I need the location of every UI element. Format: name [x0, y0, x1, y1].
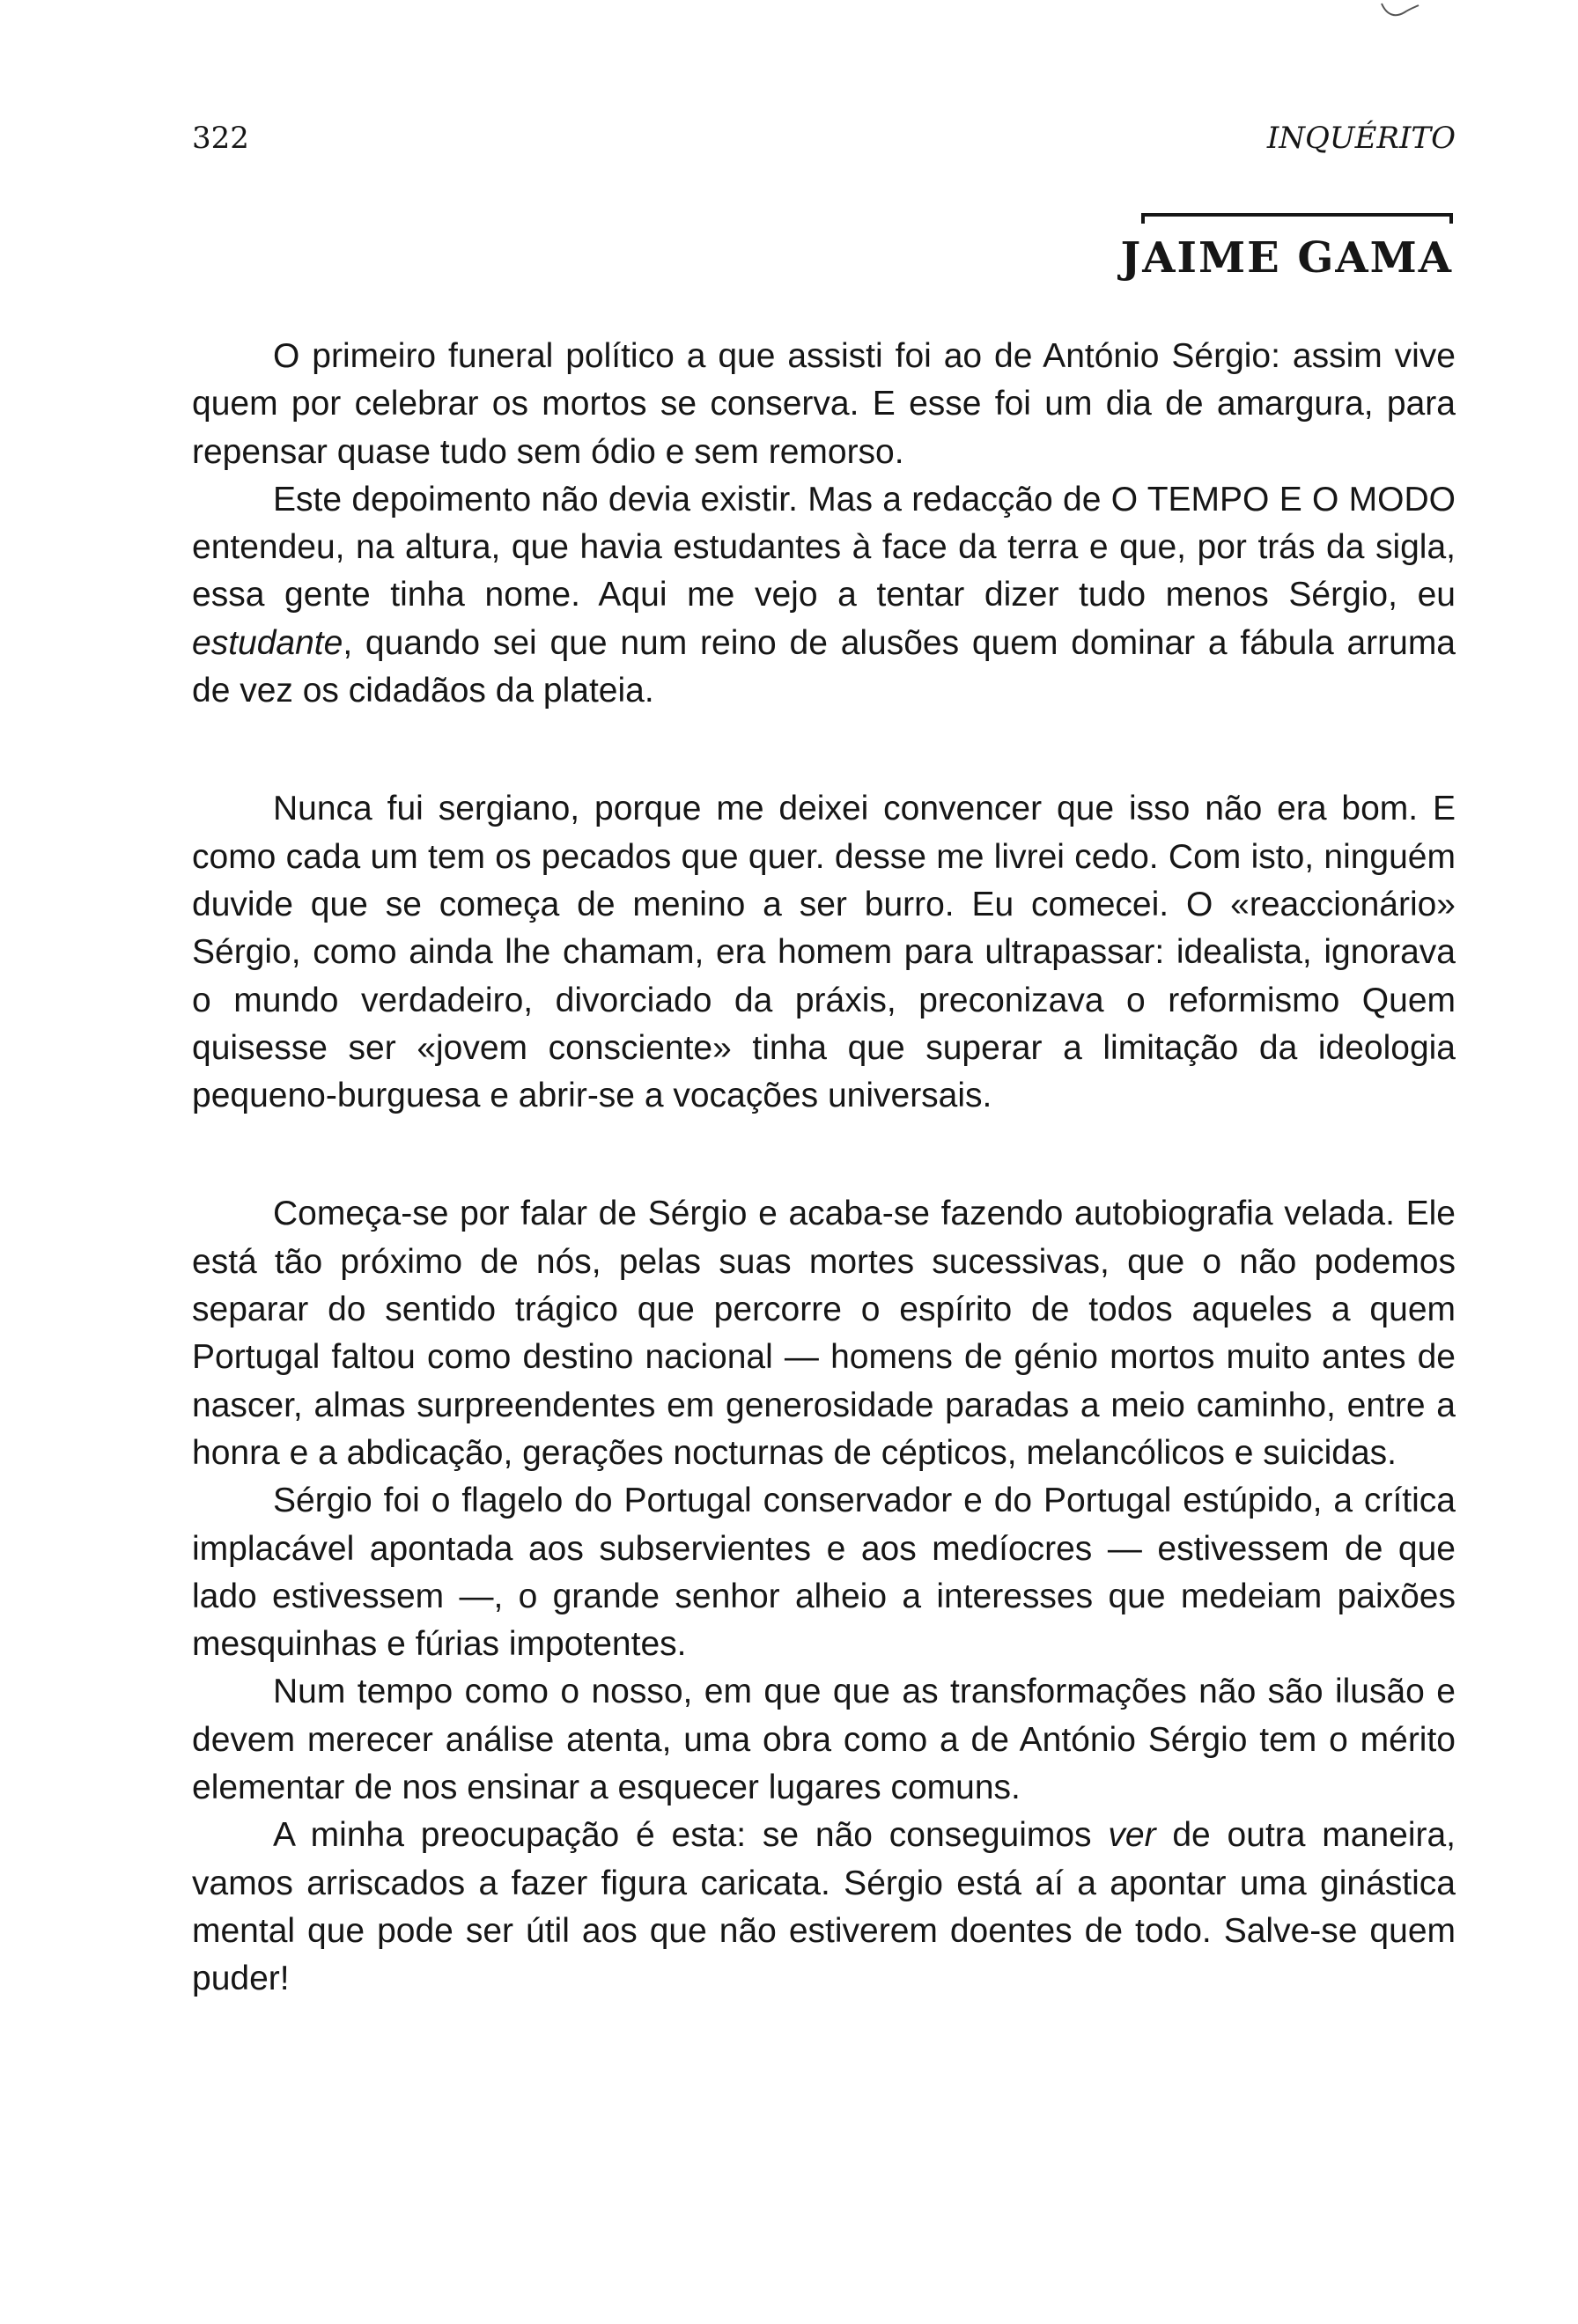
text-run: O primeiro funeral político a que assisti foi ao de António Sérgio: assim vive quem por celebrar os mortos se conserva. E esse foi um dia de amargura, para repensar quase tudo sem ódio e sem remorso. — [192, 337, 1456, 471]
text-run: Sérgio foi o flagelo do Portugal conservador e do Portugal estúpido, a crítica implacável apontada aos subservientes e aos medíocres — estivessem de que lado estivessem —, o grande senhor alheio a interesses que medeiam paixões mesquinhas e fúrias impotentes. — [192, 1482, 1456, 1664]
text-run: , quando sei que num reino de alusões quem dominar a fábula arruma de vez os cidadãos da plateia. — [192, 623, 1456, 710]
paragraph — [192, 333, 1456, 476]
paragraph — [192, 785, 1456, 1120]
author-rule — [1141, 213, 1453, 217]
page-header — [192, 116, 1456, 160]
italic-text: ver — [1108, 1816, 1156, 1855]
paragraph — [192, 1812, 1456, 2003]
running-head: INQUÉRITO — [1266, 121, 1456, 156]
paragraph — [192, 1668, 1456, 1812]
italic-text: estudante — [192, 623, 343, 662]
author-name: JAIME GAMA — [1120, 233, 1453, 283]
text-run: A minha preocupação é esta: se não conseguimos — [273, 1816, 1109, 1855]
text-run: Este depoimento não devia existir. Mas a redacção de O TEMPO E O MODO entendeu, na altura, que havia estudantes à face da terra e que, por trás da sigla, essa gente tinha nome. Aqui me vejo a tentar dizer tudo menos Sérgio, eu — [192, 480, 1456, 614]
page-number: 322 — [192, 121, 249, 156]
paragraph — [192, 1190, 1456, 1477]
paragraph — [192, 1477, 1456, 1668]
text-run: Começa-se por falar de Sérgio e acaba-se fazendo autobiografia velada. Ele está tão próximo de nós, pelas suas mortes sucessivas, que o não podemos separar do sentido trágico que percorre o espírito de todos aqueles a quem Portugal faltou como destino nacional — homens de génio mortos muito antes de nascer, almas surpreendentes em generosidade paradas a meio caminho, entre a honra e a abdicação, gerações nocturnas de cépticos, melancólicos e suicidas. — [192, 1195, 1456, 1472]
text-run: Nunca fui sergiano, porque me deixei convencer que isso não era bom. E como cada um tem os pecados que quer. desse me livrei cedo. Com isto, ninguém duvide que se começa de menino a ser burro. Eu comecei. O «reaccionário» Sérgio, como ainda lhe chamam, era homem para ultrapassar: idealista, ignorava o mundo verdadeiro, divorciado da práxis, preconizava o reformismo Quem quisesse ser «jovem consciente» tinha que superar a limitação da ideologia pequeno-burguesa e abrir-se a vocações universais. — [192, 790, 1456, 1115]
paragraph — [192, 476, 1456, 715]
text-run: Num tempo como o nosso, em que que as transformações não são ilusão e devem merecer análise atenta, uma obra como a de António Sérgio tem o mérito elementar de nos ensinar a esquecer lugares comuns. — [192, 1673, 1456, 1807]
article-body — [192, 333, 1456, 2004]
text-run: de outra maneira, vamos arriscados a fazer figura caricata. Sérgio está aí a apontar uma ginástica mental que pode ser útil aos que não estiverem doentes de todo. Salve-se quem puder! — [192, 1816, 1456, 1998]
pencil-mark — [1378, 0, 1422, 21]
